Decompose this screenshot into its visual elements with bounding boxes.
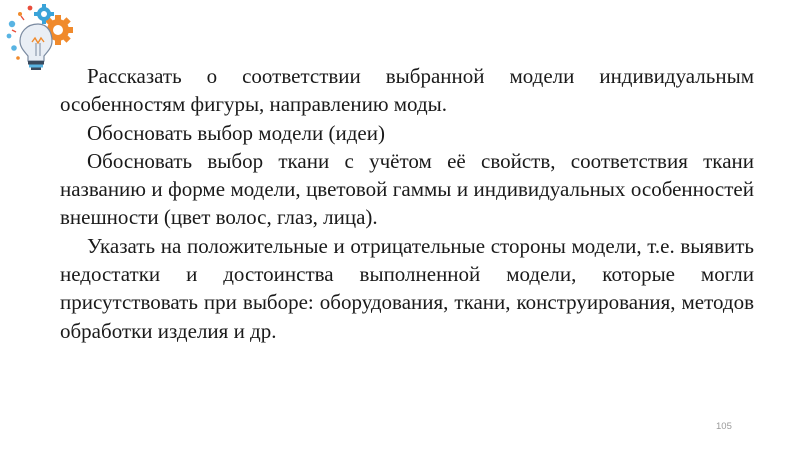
paragraph-justify-model: Обосновать выбор модели (идеи): [87, 120, 385, 145]
paragraph-pros-cons: Указать на положительные и отрицательные стороны модели, т.е. выявить недостатки и достоинства выполненной модели, которые могли присутствовать при выборе: оборудования, ткани, конструирования, методов обработки изделия и др.: [60, 233, 754, 343]
paragraph-fit-to-figure: Рассказать о соответствии выбранной модели индивидуальным особенностям фигуры, направлению моды.: [60, 64, 754, 117]
page-number: 105: [716, 421, 732, 432]
body-text: [60, 62, 754, 345]
paragraph-justify-fabric: Обосновать выбор ткани с учётом её свойств, соответствия ткани названию и форме модели, цветовой гаммы и индивидуальных особенностей внешности (цвет волос, глаз, лица).: [60, 148, 754, 230]
